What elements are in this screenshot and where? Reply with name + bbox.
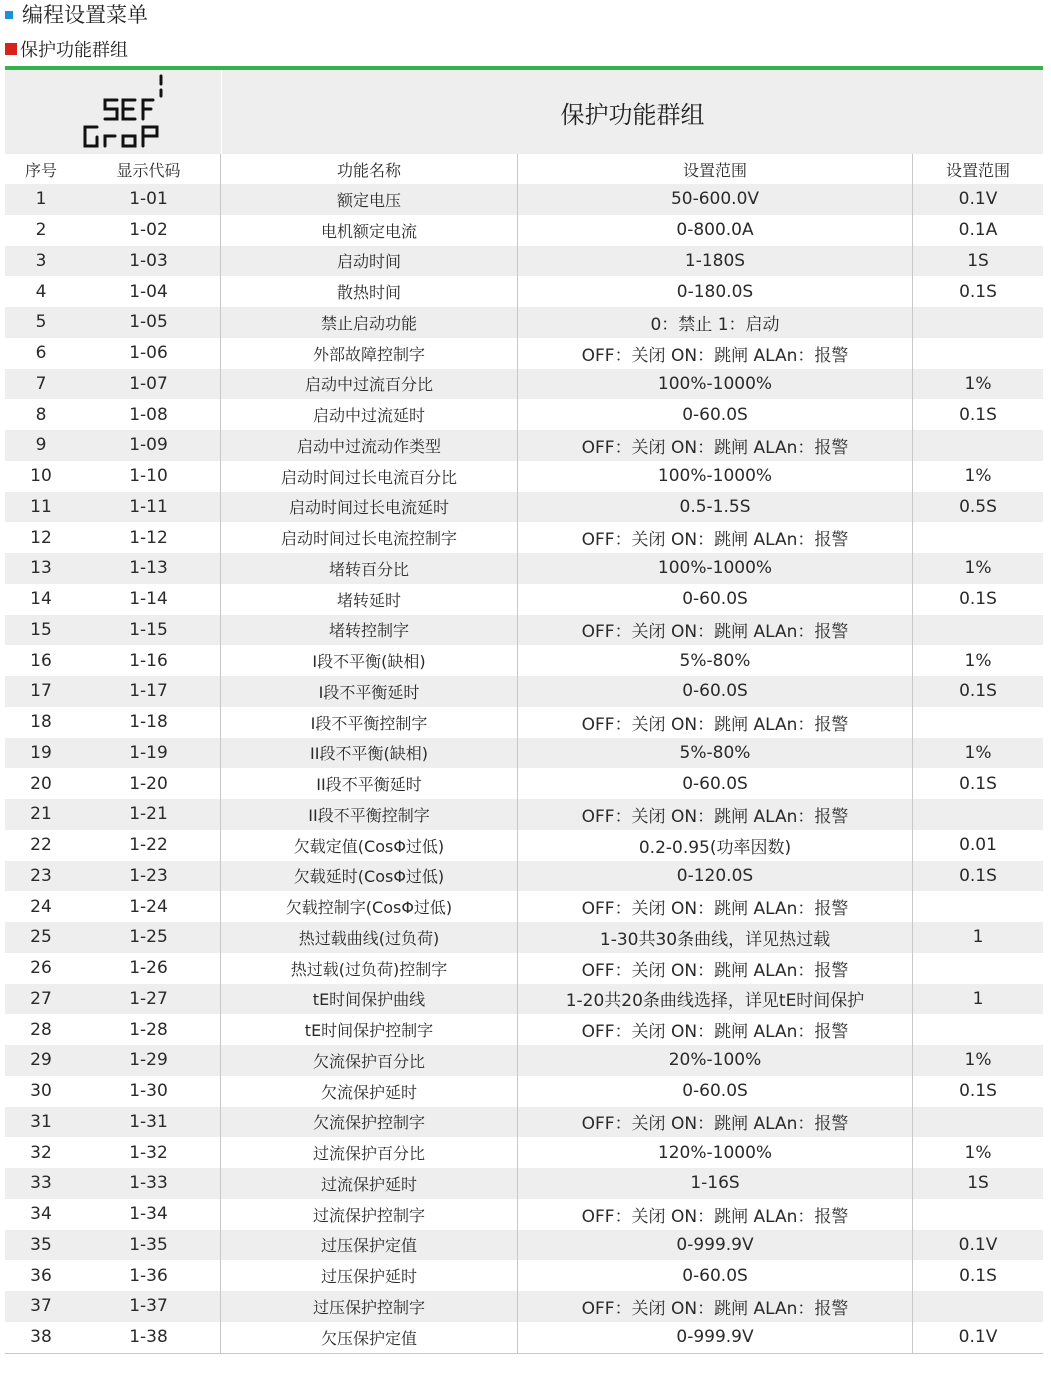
row-range: 0-60.0S [518,676,913,707]
row-step [913,615,1043,646]
table-row [5,430,1043,461]
row-code: 1-23 [77,861,221,892]
table-row [5,369,1043,400]
row-range: 1-16S [518,1168,913,1199]
row-step: 0.1S [959,281,997,302]
table-row [5,1137,1043,1168]
row-no: 35 [30,1234,52,1255]
row-code: 1-18 [77,707,221,738]
row-range: OFF：关闭 ON：跳闸 ALAn：报警 [518,1107,913,1138]
row-no: 8 [35,404,47,425]
row-no: 1 [35,189,47,210]
row-range: 0.2-0.95(功率因数) [518,830,913,861]
row-range: OFF：关闭 ON：跳闸 ALAn：报警 [518,953,913,984]
row-range: 0-60.0S [518,768,913,799]
row-range: 0.5-1.5S [518,492,913,523]
row-code: 1-07 [77,369,221,400]
table-row [5,338,1043,369]
row-step [913,1014,1043,1045]
table-row [5,1107,1043,1138]
row-range: 50-600.0V [518,184,913,215]
row-name: I段不平衡延时 [221,676,518,707]
row-range: 0-999.9V [518,1230,913,1261]
row-step: 0.1S [959,1081,997,1102]
row-code: 1-38 [77,1322,221,1353]
col-header-code: 显示代码 [77,154,221,184]
row-name: 启动时间过长电流百分比 [221,461,518,492]
row-name: 启动中过流动作类型 [221,430,518,461]
table-row [5,861,1043,892]
row-no: 6 [35,343,47,364]
row-name: 启动时间过长电流延时 [221,492,518,523]
row-range: 5%-80% [518,738,913,769]
row-code: 1-05 [77,307,221,338]
row-no: 30 [30,1081,52,1102]
row-code: 1-36 [77,1260,221,1291]
row-range: OFF：关闭 ON：跳闸 ALAn：报警 [518,1199,913,1230]
table-title: 保护功能群组 [560,100,705,129]
row-no: 31 [30,1111,52,1132]
row-code: 1-06 [77,338,221,369]
row-no: 21 [30,804,52,825]
row-name: 启动中过流延时 [221,399,518,430]
table-row [5,615,1043,646]
row-name: tE时间保护控制字 [221,1014,518,1045]
table-row [5,768,1043,799]
table-row [5,984,1043,1015]
row-no: 18 [30,712,52,733]
table-row [5,1014,1043,1045]
row-name: 过流保护百分比 [221,1137,518,1168]
row-name: 过压保护延时 [221,1260,518,1291]
row-name: 欠流保护控制字 [221,1107,518,1138]
row-range: OFF：关闭 ON：跳闸 ALAn：报警 [518,799,913,830]
table-row [5,1199,1043,1230]
row-step: 0.1V [958,1327,998,1348]
row-code: 1-19 [77,738,221,769]
table-row [5,246,1043,277]
row-name: 欠载延时(CosΦ过低) [221,861,518,892]
row-range: 0-800.0A [518,215,913,246]
row-code: 1-04 [77,276,221,307]
row-name: 欠流保护延时 [221,1076,518,1107]
lcd-display-logo [5,70,222,154]
row-range: 5%-80% [518,645,913,676]
row-step [913,1107,1043,1138]
row-no: 17 [30,681,52,702]
row-code: 1-30 [77,1076,221,1107]
row-name: 启动时间过长电流控制字 [221,522,518,553]
row-name: 过压保护定值 [221,1230,518,1261]
row-range: 100%-1000% [518,461,913,492]
row-code: 1-03 [77,246,221,277]
table-row [5,1168,1043,1199]
row-code: 1-13 [77,553,221,584]
row-range: OFF：关闭 ON：跳闸 ALAn：报警 [518,338,913,369]
row-code: 1-14 [77,584,221,615]
row-name: tE时间保护曲线 [221,984,518,1015]
row-range: 0-60.0S [518,584,913,615]
row-step: 0.5S [959,496,997,517]
row-name: 热过载(过负荷)控制字 [221,953,518,984]
row-step: 1 [972,988,984,1009]
row-name: 欠流保护百分比 [221,1045,518,1076]
row-step: 1% [964,466,992,487]
row-name: I段不平衡控制字 [221,707,518,738]
row-code: 1-37 [77,1291,221,1322]
row-code: 1-11 [77,492,221,523]
row-no: 13 [30,558,52,579]
row-code: 1-29 [77,1045,221,1076]
row-step [913,707,1043,738]
row-name: 启动中过流百分比 [221,369,518,400]
row-no: 15 [30,619,52,640]
row-name: 电机额定电流 [221,215,518,246]
row-no: 33 [30,1173,52,1194]
row-range: 0-120.0S [518,861,913,892]
col-header-range: 设置范围 [518,154,913,184]
row-no: 26 [30,958,52,979]
row-no: 38 [30,1327,52,1348]
row-step: 1 [972,927,984,948]
table-row [5,492,1043,523]
row-step: 0.1S [959,404,997,425]
row-range: 100%-1000% [518,369,913,400]
row-name: 堵转百分比 [221,553,518,584]
row-range: 0-60.0S [518,1260,913,1291]
seven-segment-icon [81,74,171,152]
row-code: 1-01 [77,184,221,215]
row-step: 0.1S [959,865,997,886]
row-range: OFF：关闭 ON：跳闸 ALAn：报警 [518,615,913,646]
table-row [5,522,1043,553]
blue-square-icon [5,11,13,19]
row-step: 1% [964,742,992,763]
row-step: 0.1V [958,189,998,210]
row-step [913,799,1043,830]
row-code: 1-34 [77,1199,221,1230]
row-range: 1-30共30条曲线，详见热过载 [518,922,913,953]
row-name: II段不平衡(缺相) [221,738,518,769]
row-no: 27 [30,988,52,1009]
row-code: 1-31 [77,1107,221,1138]
table-row [5,215,1043,246]
row-code: 1-21 [77,799,221,830]
table-row [5,307,1043,338]
table-row [5,1076,1043,1107]
row-name: 热过载曲线(过负荷) [221,922,518,953]
row-code: 1-17 [77,676,221,707]
row-name: 额定电压 [221,184,518,215]
row-range: 0-999.9V [518,1322,913,1353]
row-step: 0.1S [959,681,997,702]
row-code: 1-16 [77,645,221,676]
row-range: OFF：关闭 ON：跳闸 ALAn：报警 [518,430,913,461]
row-no: 11 [30,496,52,517]
row-name: 散热时间 [221,276,518,307]
table-header-banner [5,70,1043,154]
row-name: II段不平衡延时 [221,768,518,799]
col-header-step: 设置范围 [945,160,1010,180]
row-step: 0.1S [959,1265,997,1286]
row-no: 36 [30,1265,52,1286]
row-code: 1-24 [77,891,221,922]
row-name: 过流保护控制字 [221,1199,518,1230]
row-step: 1% [964,1050,992,1071]
row-no: 28 [30,1019,52,1040]
table-row [5,799,1043,830]
row-range: 1-180S [518,246,913,277]
row-no: 12 [30,527,52,548]
row-name: I段不平衡(缺相) [221,645,518,676]
table-row [5,1045,1043,1076]
row-no: 10 [30,466,52,487]
row-range: OFF：关闭 ON：跳闸 ALAn：报警 [518,1291,913,1322]
row-name: 堵转控制字 [221,615,518,646]
row-code: 1-26 [77,953,221,984]
row-step: 1% [964,373,992,394]
section-title [5,0,148,28]
table-row [5,399,1043,430]
row-step: 0.1S [959,773,997,794]
row-step [913,522,1043,553]
row-step: 1S [967,1173,989,1194]
row-code: 1-09 [77,430,221,461]
row-range: 0-180.0S [518,276,913,307]
table-row [5,1322,1043,1353]
row-step: 1S [967,250,989,271]
row-code: 1-02 [77,215,221,246]
row-no: 3 [35,250,47,271]
row-code: 1-33 [77,1168,221,1199]
row-range: 120%-1000% [518,1137,913,1168]
row-no: 16 [30,650,52,671]
row-step: 1% [964,558,992,579]
row-code: 1-10 [77,461,221,492]
row-range: 1-20共20条曲线选择，详见tE时间保护 [518,984,913,1015]
row-no: 24 [30,896,52,917]
row-step: 0.1S [959,589,997,610]
red-square-icon [5,43,17,55]
row-no: 22 [30,835,52,856]
row-code: 1-35 [77,1230,221,1261]
row-no: 32 [30,1142,52,1163]
table-body [5,184,1043,1353]
table-row [5,553,1043,584]
row-no: 4 [35,281,47,302]
table-row [5,184,1043,215]
table-row [5,645,1043,676]
col-header-no: 序号 [24,160,57,180]
row-code: 1-27 [77,984,221,1015]
row-range: 20%-100% [518,1045,913,1076]
col-header-name: 功能名称 [221,154,518,184]
row-no: 37 [30,1296,52,1317]
row-no: 19 [30,742,52,763]
table-row [5,1291,1043,1322]
group-title [5,36,128,62]
row-code: 1-25 [77,922,221,953]
row-no: 29 [30,1050,52,1071]
column-header-row [5,154,1043,184]
row-step: 1% [964,1142,992,1163]
row-range: 0-60.0S [518,1076,913,1107]
row-step [913,891,1043,922]
row-name: 欠载控制字(CosΦ过低) [221,891,518,922]
row-step: 0.1A [958,220,998,241]
table-row [5,676,1043,707]
row-step [913,430,1043,461]
row-no: 34 [30,1204,52,1225]
row-no: 23 [30,865,52,886]
row-name: 过流保护延时 [221,1168,518,1199]
row-name: 启动时间 [221,246,518,277]
table-row [5,584,1043,615]
row-no: 5 [35,312,47,333]
row-no: 14 [30,589,52,610]
table-row [5,707,1043,738]
row-no: 9 [35,435,47,456]
row-step [913,338,1043,369]
row-no: 7 [35,373,47,394]
table-row [5,1230,1043,1261]
row-name: 外部故障控制字 [221,338,518,369]
row-code: 1-28 [77,1014,221,1045]
row-step: 0.01 [959,835,997,856]
row-name: 禁止启动功能 [221,307,518,338]
row-step [913,307,1043,338]
row-step [913,953,1043,984]
table-row [5,891,1043,922]
row-code: 1-22 [77,830,221,861]
row-no: 25 [30,927,52,948]
table-row [5,1260,1043,1291]
row-code: 1-15 [77,615,221,646]
row-range: 100%-1000% [518,553,913,584]
row-range: OFF：关闭 ON：跳闸 ALAn：报警 [518,707,913,738]
row-range: OFF：关闭 ON：跳闸 ALAn：报警 [518,1014,913,1045]
row-name: 欠压保护定值 [221,1322,518,1353]
row-range: OFF：关闭 ON：跳闸 ALAn：报警 [518,891,913,922]
row-code: 1-32 [77,1137,221,1168]
section-title-text: 编程设置菜单 [22,3,148,27]
group-title-text: 保护功能群组 [20,40,128,61]
table-row [5,830,1043,861]
row-step: 1% [964,650,992,671]
row-range: 0：禁止 1：启动 [518,307,913,338]
row-name: II段不平衡控制字 [221,799,518,830]
row-step: 0.1V [958,1234,998,1255]
row-code: 1-12 [77,522,221,553]
row-name: 堵转延时 [221,584,518,615]
protection-table [5,70,1043,1353]
row-range: OFF：关闭 ON：跳闸 ALAn：报警 [518,522,913,553]
row-step [913,1291,1043,1322]
row-name: 过压保护控制字 [221,1291,518,1322]
table-row [5,922,1043,953]
row-code: 1-20 [77,768,221,799]
row-code: 1-08 [77,399,221,430]
row-no: 2 [35,220,47,241]
row-step [913,1199,1043,1230]
table-row [5,738,1043,769]
table-row [5,276,1043,307]
row-range: 0-60.0S [518,399,913,430]
table-row [5,461,1043,492]
bottom-divider [5,1353,1043,1354]
row-no: 20 [30,773,52,794]
row-name: 欠载定值(CosΦ过低) [221,830,518,861]
table-row [5,953,1043,984]
